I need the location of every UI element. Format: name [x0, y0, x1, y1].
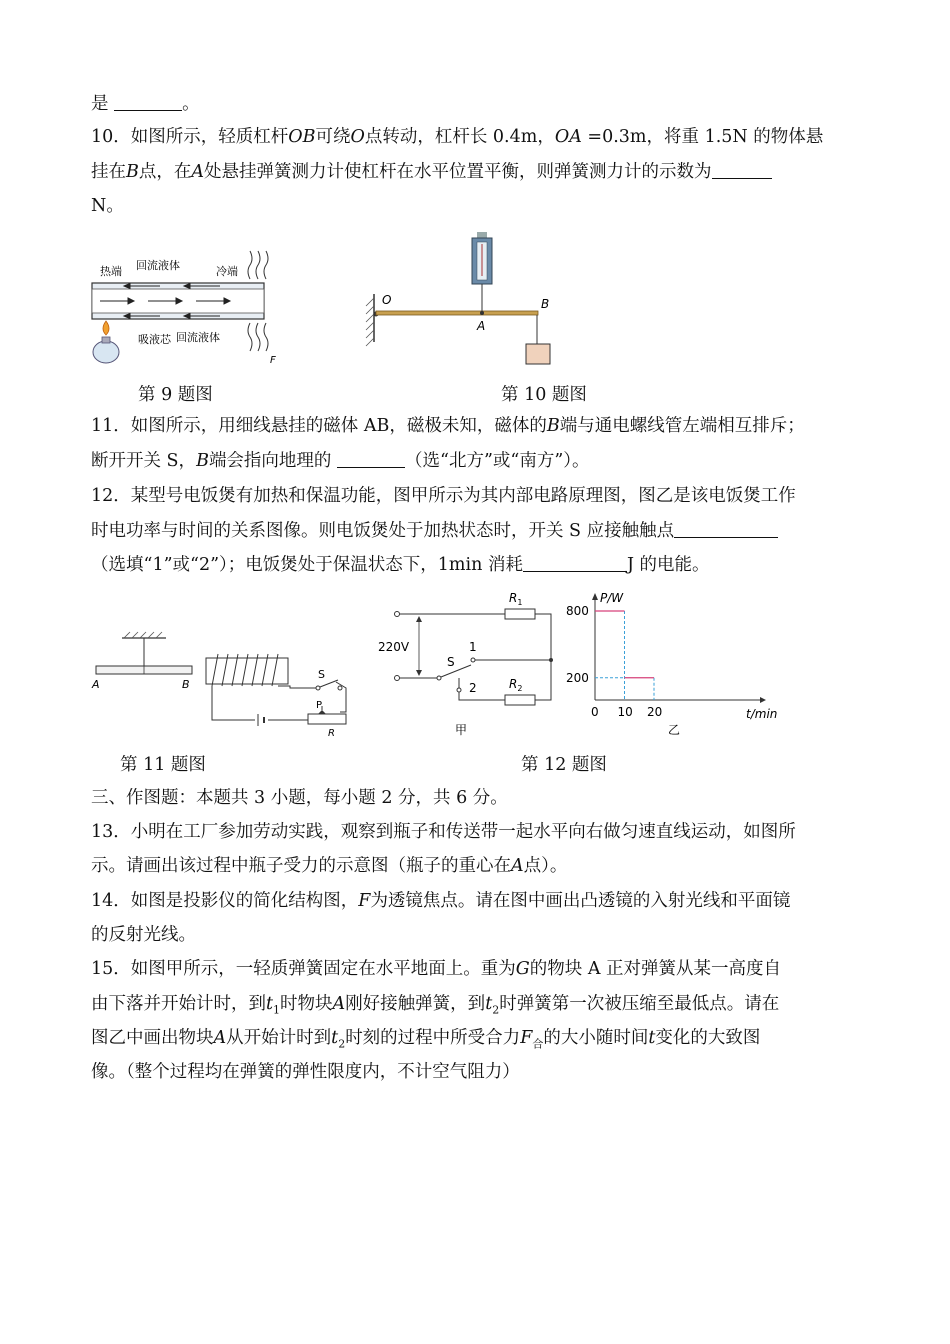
- text: B: [546, 416, 560, 436]
- question-13-line-2: [91, 855, 567, 877]
- question-15-line-4: [91, 1061, 520, 1083]
- caption-figure-12: 第 12 题图: [521, 755, 607, 775]
- caption-yi: 乙: [668, 723, 681, 737]
- label-a: A: [477, 319, 486, 333]
- question-10-line-1: [91, 126, 823, 148]
- math-value: =0.3m: [581, 127, 647, 147]
- answer-blank[interactable]: [114, 94, 182, 111]
- text: 时刻的过程中所受合力: [345, 1028, 521, 1048]
- question-15-line-2: [91, 993, 779, 1022]
- text: 可绕: [315, 127, 351, 147]
- label-wick: 吸液芯: [138, 333, 171, 346]
- resistor-r2: [505, 695, 535, 705]
- label-b: B: [182, 678, 190, 691]
- label-o: O: [382, 293, 392, 307]
- text: 图乙中画出物块: [91, 1028, 214, 1048]
- weight-block: [526, 344, 550, 364]
- switch-terminal: [338, 686, 342, 690]
- text: （选填“1”或“2”）；电饭煲处于保温状态下，1min 消耗: [91, 555, 523, 575]
- text: 的物块 A 正对弹簧从某一高度自: [529, 959, 782, 979]
- label-b: B: [541, 297, 550, 311]
- junction: [549, 658, 553, 662]
- answer-line-9: [91, 93, 200, 115]
- text: F: [520, 1028, 533, 1048]
- caption-jia: 甲: [455, 723, 468, 737]
- text: 挂在: [91, 162, 126, 182]
- section-3-heading: [91, 787, 508, 809]
- terminal-top: [395, 612, 400, 617]
- text: 13．小明在工厂参加劳动实践，观察到瓶子和传送带一起水平向右做匀速直线运动，如图所: [91, 822, 796, 842]
- text: O: [350, 127, 365, 147]
- y-tick-label: 800: [566, 604, 589, 618]
- text: t: [266, 994, 274, 1014]
- text: 三、作图题：本题共 3 小题，每小题 2 分，共 6 分。: [91, 788, 508, 808]
- text: t: [331, 1028, 339, 1048]
- text: F: [358, 891, 371, 911]
- label-contact-2: 2: [469, 681, 477, 695]
- text: 15．如图甲所示，一轻质弹簧固定在水平地面上。重为: [91, 959, 516, 979]
- switch-s[interactable]: [441, 665, 471, 677]
- rheostat-r: [308, 714, 346, 724]
- text: 10．如图所示，轻质杠杆: [91, 127, 289, 147]
- question-15-line-1: [91, 958, 781, 980]
- math-oa: OA: [554, 127, 582, 147]
- label-s: S: [318, 668, 325, 681]
- text: 从开始计时到: [226, 1028, 332, 1048]
- figure-11-magnet-solenoid: [90, 630, 360, 740]
- question-10-line-3: [91, 195, 124, 217]
- question-10-line-2: [91, 161, 772, 183]
- text: 12．某型号电饭煲有加热和保温功能，图甲所示为其内部电路原理图，图乙是该电饭煲工作: [91, 486, 796, 506]
- label-contact-1: 1: [469, 640, 477, 654]
- text: 点，在: [138, 162, 192, 182]
- text: 端会指向地理的: [208, 451, 337, 471]
- text: B: [126, 162, 139, 182]
- question-14-line-2: [91, 924, 196, 946]
- spring-scale: [472, 232, 492, 312]
- label-a: A: [92, 678, 100, 691]
- solenoid-coils: [212, 654, 278, 686]
- question-14-line-1: [91, 890, 790, 912]
- caption-figure-9: 第 9 题图: [138, 385, 213, 405]
- x-tick-label: 20: [647, 705, 663, 719]
- text: A: [511, 856, 524, 876]
- text: t: [485, 994, 493, 1014]
- text: 14．如图是投影仪的简化结构图，: [91, 891, 359, 911]
- answer-blank[interactable]: [674, 521, 778, 538]
- subscript: 1: [273, 1003, 281, 1017]
- question-13-line-1: [91, 821, 796, 843]
- text: J 的电能。: [626, 555, 710, 575]
- text: A: [191, 162, 205, 182]
- text: 的大小随时间: [543, 1028, 649, 1048]
- wall-hatching: [366, 298, 374, 346]
- label-p: P: [316, 700, 323, 711]
- answer-blank[interactable]: [523, 555, 627, 572]
- lever-bar: [376, 311, 538, 315]
- question-11-line-1: [91, 415, 805, 437]
- label-hot-end: 热端: [100, 265, 122, 278]
- text: 为透镜焦点。请在图中画出凸透镜的入射光线和平面镜: [370, 891, 791, 911]
- text: A: [332, 994, 346, 1014]
- text: 11．如图所示，用细线悬挂的磁体 AB，磁极未知，磁体的: [91, 416, 547, 436]
- terminal-bottom: [395, 676, 400, 681]
- text: 变化的大致图: [655, 1028, 761, 1048]
- subscript: 2: [338, 1037, 346, 1051]
- text: 断开开关 S，: [91, 451, 197, 471]
- label-f: F: [270, 355, 276, 366]
- text: 时物块: [280, 994, 333, 1014]
- x-tick-label: 0: [591, 705, 599, 719]
- text: 示。请画出该过程中瓶子受力的示意图（瓶子的重心在: [91, 856, 511, 876]
- text: 是: [91, 94, 115, 114]
- label-r1: $R_1$: [509, 591, 523, 607]
- label-r: R: [328, 728, 335, 739]
- x-tick-label: 10: [617, 705, 633, 719]
- caption-figure-11: 第 11 题图: [120, 755, 206, 775]
- question-15-line-3: [91, 1027, 760, 1056]
- text: 像。（整个过程均在弹簧的弹性限度内，不计空气阻力）: [91, 1062, 520, 1082]
- text: （选“北方”或“南方”）。: [405, 451, 590, 471]
- y-axis-arrow: [592, 593, 598, 600]
- x-axis-label: t/min: [746, 707, 778, 721]
- text: 时电功率与时间的关系图像。则电饭煲处于加热状态时，开关 S 应接触触点: [91, 521, 675, 541]
- text: 处悬挂弹簧测力计使杠杆在水平位置平衡，则弹簧测力计的示数为: [204, 162, 712, 182]
- text: t: [648, 1028, 656, 1048]
- label-return-liquid-top: 回流液体: [136, 259, 180, 272]
- text: 时弹簧第一次被压缩至最低点。请在: [499, 994, 780, 1014]
- switch-pivot: [437, 676, 441, 680]
- alcohol-lamp: [93, 321, 119, 363]
- caption-figure-10: 第 10 题图: [501, 385, 587, 405]
- question-12-line-3: [91, 554, 710, 576]
- voltage-arrowhead-bottom: [416, 670, 422, 676]
- battery: [258, 714, 264, 726]
- text: 点转动，杠杆长 0.4m，: [364, 127, 555, 147]
- switch-s[interactable]: [320, 680, 338, 687]
- answer-blank[interactable]: [337, 451, 405, 468]
- label-s: S: [447, 655, 455, 669]
- voltage-arrowhead-top: [416, 616, 422, 622]
- text: N。: [91, 196, 124, 216]
- text: 端与通电螺线管左端相互排斥；: [559, 416, 805, 436]
- contact-1: [471, 658, 475, 662]
- question-12-line-1: [91, 485, 796, 507]
- switch-terminal: [316, 686, 320, 690]
- subscript: 2: [492, 1003, 500, 1017]
- question-11-line-2: [91, 450, 590, 472]
- text: OB: [288, 127, 316, 147]
- text: 由下落并开始计时，到: [91, 994, 266, 1014]
- text: B: [196, 451, 209, 471]
- label-return-liquid-bottom: 回流液体: [176, 331, 220, 344]
- text: 的反射光线。: [91, 925, 196, 945]
- label-voltage: 220V: [378, 640, 410, 654]
- point-a-dot: [480, 311, 484, 315]
- answer-blank[interactable]: [712, 162, 772, 179]
- x-axis-arrow: [760, 697, 766, 703]
- resistor-r1: [505, 609, 535, 619]
- subscript: 合: [532, 1037, 544, 1051]
- text: ，将重 1.5N 的物体悬: [646, 127, 824, 147]
- label-r2: $R_2$: [509, 677, 523, 693]
- label-cold-end: 冷端: [216, 265, 238, 278]
- question-12-line-2: [91, 520, 778, 542]
- text: G: [515, 959, 530, 979]
- contact-2: [457, 688, 461, 692]
- figure-9-heat-pipe: [90, 245, 290, 370]
- text: 点）。: [523, 856, 568, 876]
- y-tick-label: 200: [566, 670, 589, 685]
- figure-12b-power-time-chart: [560, 588, 790, 738]
- y-axis-label: P/W: [600, 591, 624, 605]
- figure-12a-circuit: [375, 590, 560, 740]
- text: A: [213, 1028, 227, 1048]
- ceiling-hatching: [124, 632, 162, 638]
- text: 刚好接触弹簧，到: [345, 994, 486, 1014]
- figure-10-lever: [360, 228, 560, 368]
- text: 。: [182, 94, 200, 114]
